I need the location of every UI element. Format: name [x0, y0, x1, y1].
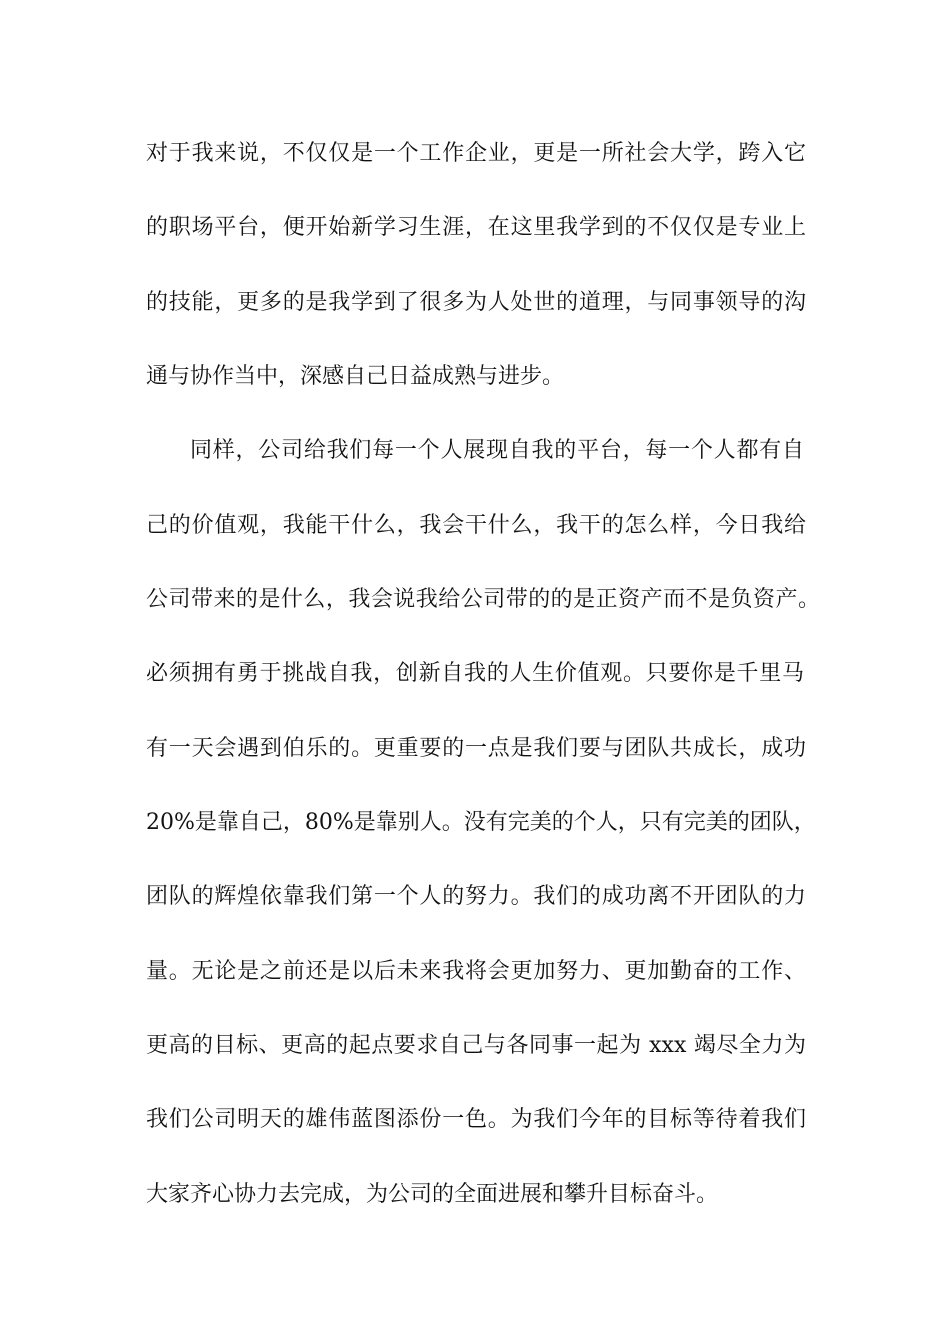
body-text-line: 通与协作当中，深感自己日益成熟与进步。 [146, 364, 565, 389]
body-text-line: 大家齐心协力去完成，为公司的全面进展和攀升目标奋斗。 [146, 1182, 719, 1207]
body-text-line: 己的价值观，我能干什么，我会干什么，我干的怎么样，今日我给 [146, 513, 806, 538]
body-text-line: 必须拥有勇于挑战自我，创新自我的人生价值观。只要你是千里马 [146, 661, 804, 686]
body-text-line: 更高的目标、更高的起点要求自己与各同事一起为 xxx 竭尽全力为 [146, 1033, 806, 1058]
body-text-line: 的技能，更多的是我学到了很多为人处世的道理，与同事领导的沟 [146, 290, 806, 315]
body-text-line: 20%是靠自己，80%是靠别人。没有完美的个人，只有完美的团队， [146, 810, 816, 835]
body-text-line: 我们公司明天的雄伟蓝图添份一色。为我们今年的目标等待着我们 [146, 1107, 806, 1132]
body-text-line: 对于我来说，不仅仅是一个工作企业，更是一所社会大学，跨入它 [146, 141, 806, 166]
body-text-line: 团队的辉煌依靠我们第一个人的努力。我们的成功离不开团队的力 [146, 884, 806, 909]
body-text-line: 的职场平台，便开始新学习生涯，在这里我学到的不仅仅是专业上 [146, 215, 806, 240]
body-text-line: 有一天会遇到伯乐的。更重要的一点是我们要与团队共成长，成功 [146, 736, 806, 761]
body-text-line: 公司带来的是什么，我会说我给公司带的的是正资产而不是负资产。 [146, 587, 820, 612]
body-text-line: 同样，公司给我们每一个人展现自我的平台，每一个人都有自 [190, 438, 804, 463]
body-text-line: 量。无论是之前还是以后未来我将会更加努力、更加勤奋的工作、 [146, 959, 806, 984]
